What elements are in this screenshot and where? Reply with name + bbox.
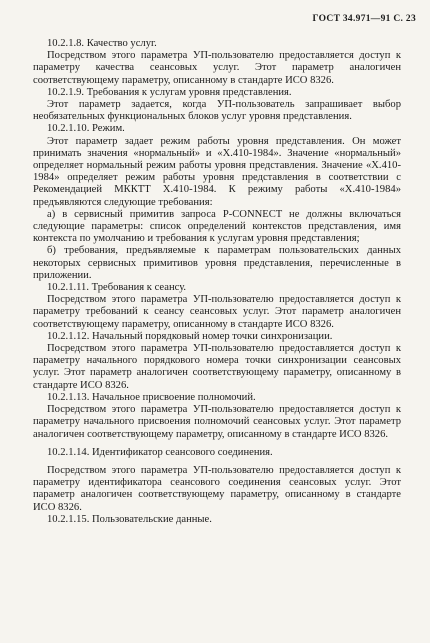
section-heading: 10.2.1.12. Начальный порядковый номер точки синхронизации. [47,330,333,342]
page-header: ГОСТ 34.971—91 С. 23 [312,14,416,24]
section-heading: 10.2.1.14. Идентификатор сеансового соединения. [47,446,273,458]
section-heading: 10.2.1.15. Пользовательские данные. [47,513,212,525]
list-item: а) в сервисный примитив запроса P-CONNECT не должны включаться следующие параметры: список определений контекстов представления, имя контекста по умолчанию и требования к услугам уровня представления; [33,208,401,245]
body-paragraph: Посредством этого параметра УП-пользователю предоставляется доступ к параметру начального порядкового номера точки синхронизации сеансовых услуг. Этот параметр аналогичен соответствующему параметру, описанному в стандарте ИСО 8326. [33,343,401,391]
page-body [33,38,401,526]
list-item: б) требования, предъявляемые к параметрам пользовательских данных некоторых сервисных примитивов уровня представления, перечисленные в приложении. [33,245,401,281]
body-paragraph: Посредством этого параметра УП-пользователю предоставляется доступ к параметру качества сеансовых услуг. Этот параметр аналогичен соответствующему параметру, описанному в стандарте ИСО 8326. [33,50,401,86]
section-heading: 10.2.1.8. Качество услуг. [47,38,157,49]
section-heading: 10.2.1.9. Требования к услугам уровня представления. [47,86,292,98]
body-paragraph: Посредством этого параметра УП-пользователю предоставляется доступ к параметру идентификатора сеансового соединения сеансовых услуг. Этот параметр аналогичен соответствующему параметру, описанному в стандарте ИСО 8326. [33,464,401,513]
section-heading: 10.2.1.13. Начальное присвоение полномочий. [47,391,256,403]
body-paragraph: Посредством этого параметра УП-пользователю предоставляется доступ к параметру требований к сеансу сеансовых услуг. Этот параметр аналогичен соответствующему параметру, описанному в стандарте ИСО 8326. [33,294,401,330]
section-heading: 10.2.1.10. Режим. [47,123,125,135]
body-paragraph: Этот параметр задает режим работы уровня представления. Он может принимать значения «нормальный» и «X.410-1984». Значение «нормальный» определяет нормальный режим работы уровня представления. Значение «X.410-1984» определяет режим работы уровня представления в соответствии с Рекомендацией МККТТ X.410-1984. К режиму работы «X.410-1984» предъявляются следующие требования: [33,135,401,208]
body-paragraph: Посредством этого параметра УП-пользователю предоставляется доступ к параметру начального присвоения полномочий сеансовых услуг. Этот параметр аналогичен соответствующему параметру, описанному в стандарте ИСО 8326. [33,404,401,440]
body-paragraph: Этот параметр задается, когда УП-пользователь запрашивает выбор необязательных функциональных блоков услуг уровня представления. [33,99,401,123]
section-heading: 10.2.1.11. Требования к сеансу. [47,282,187,294]
